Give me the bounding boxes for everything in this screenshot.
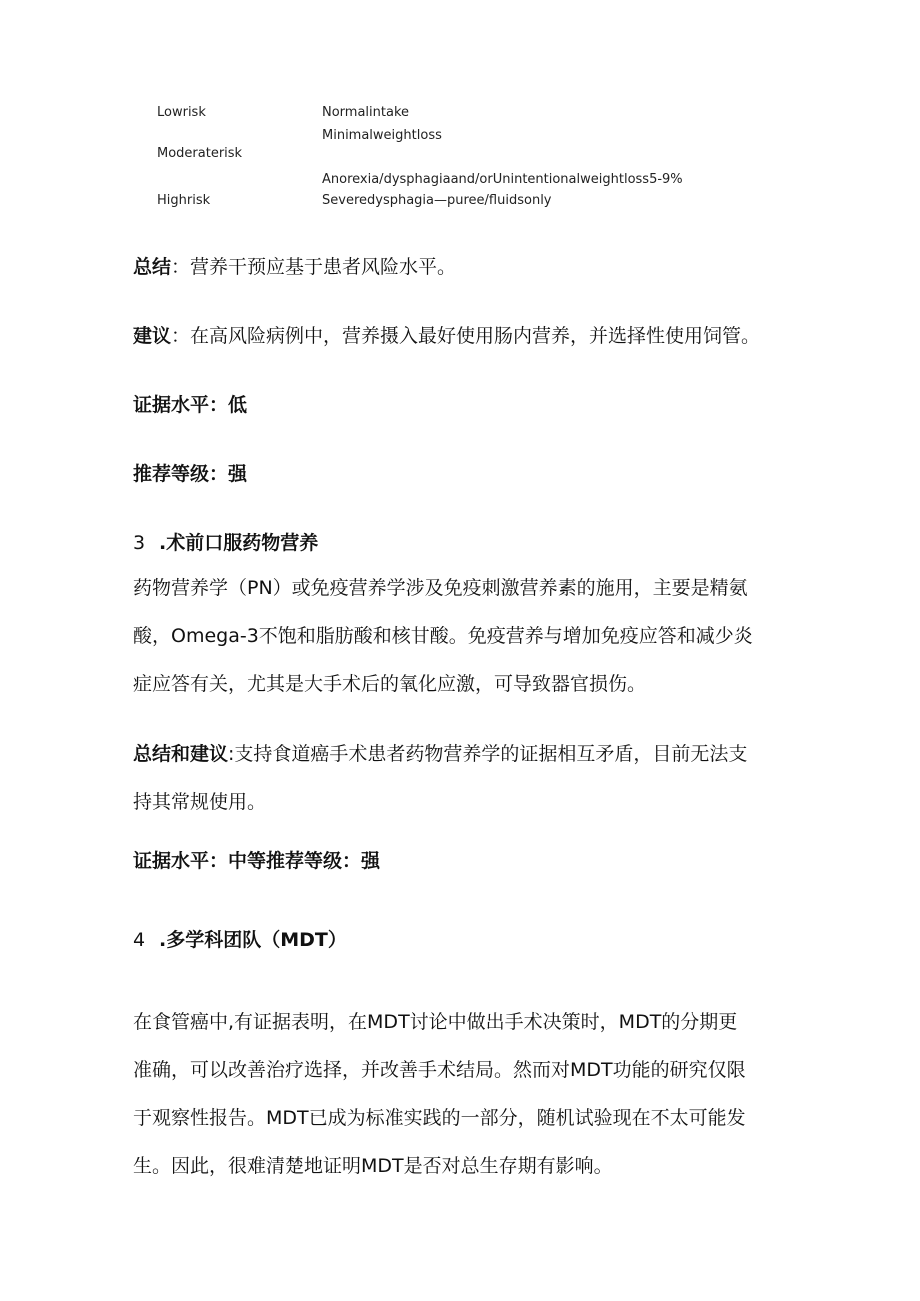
recommendation-line bbox=[133, 321, 760, 348]
section-3-summary bbox=[133, 730, 793, 826]
section-3-number: 3 bbox=[133, 532, 146, 554]
summary-label: 总结 bbox=[133, 256, 172, 278]
summary-text: 营养干预应基于患者风险水平。 bbox=[190, 256, 457, 278]
recommendation-label: 建议 bbox=[133, 325, 172, 347]
section-4-line-3: 于观察性报告。MDT已成为标准实践的一部分，随机试验现在不太可能发 bbox=[133, 1107, 746, 1129]
summary-line bbox=[133, 252, 456, 279]
section-3-summary-sep: : bbox=[228, 743, 235, 765]
section-3-evidence-grade: 证据水平：中等推荐等级：强 bbox=[133, 850, 381, 872]
risk-criteria-low-2: Minimalweightloss bbox=[322, 128, 442, 143]
section-4-line-1: 在食管癌中,有证据表明，在MDT讨论中做出手术决策时，MDT的分期更 bbox=[133, 1011, 738, 1033]
section-3-title: .术前口服药物营养 bbox=[159, 532, 319, 554]
recommendation-text: 在高风险病例中，营养摄入最好使用肠内营养，并选择性使用饲管。 bbox=[190, 325, 761, 347]
section-3-summary-text-1: 支持食道癌手术患者药物营养学的证据相互矛盾，目前无法支 bbox=[234, 743, 748, 765]
section-4-line-2: 准确，可以改善治疗选择，并改善手术结局。然而对MDT功能的研究仅限 bbox=[133, 1059, 746, 1081]
section-4-line-4: 生。因此，很难清楚地证明MDT是否对总生存期有影响。 bbox=[133, 1155, 613, 1177]
section-4-number: 4 bbox=[133, 929, 146, 951]
risk-label-high: Highrisk bbox=[157, 193, 211, 208]
recommend-grade: 推荐等级：强 bbox=[133, 463, 248, 485]
risk-label-moderate: Moderaterisk bbox=[157, 146, 243, 161]
section-3-line-3: 症应答有关，尤其是大手术后的氧化应激，可导致器官损伤。 bbox=[133, 673, 647, 695]
recommendation-sep: ： bbox=[171, 325, 191, 347]
section-3-paragraph bbox=[133, 564, 793, 708]
section-4-title: .多学科团队（MDT） bbox=[159, 929, 347, 951]
evidence-level: 证据水平：低 bbox=[133, 394, 248, 416]
risk-criteria-low-1: Normalintake bbox=[322, 105, 410, 120]
section-3-line-1: 药物营养学（PN）或免疫营养学涉及免疫刺激营养素的施用，主要是精氨 bbox=[133, 577, 748, 599]
section-3-line-2: 酸，Omega-3不饱和脂肪酸和核甘酸。免疫营养与增加免疫应答和减少炎 bbox=[133, 625, 753, 647]
section-4-paragraph bbox=[133, 998, 793, 1190]
section-3-summary-label: 总结和建议 bbox=[133, 743, 229, 765]
section-3-heading bbox=[133, 528, 318, 555]
summary-sep: ： bbox=[171, 256, 191, 278]
risk-criteria-moderate-1: Anorexia/dysphagiaand/orUnintentionalweightloss5-9% bbox=[322, 172, 683, 187]
section-3-summary-line-1 bbox=[133, 730, 793, 778]
section-3-summary-line-2: 持其常规使用。 bbox=[133, 791, 267, 813]
risk-criteria-high-1: Severedysphagia—puree/fluidsonly bbox=[322, 193, 552, 208]
risk-label-low: Lowrisk bbox=[157, 105, 206, 120]
section-4-heading bbox=[133, 925, 347, 952]
